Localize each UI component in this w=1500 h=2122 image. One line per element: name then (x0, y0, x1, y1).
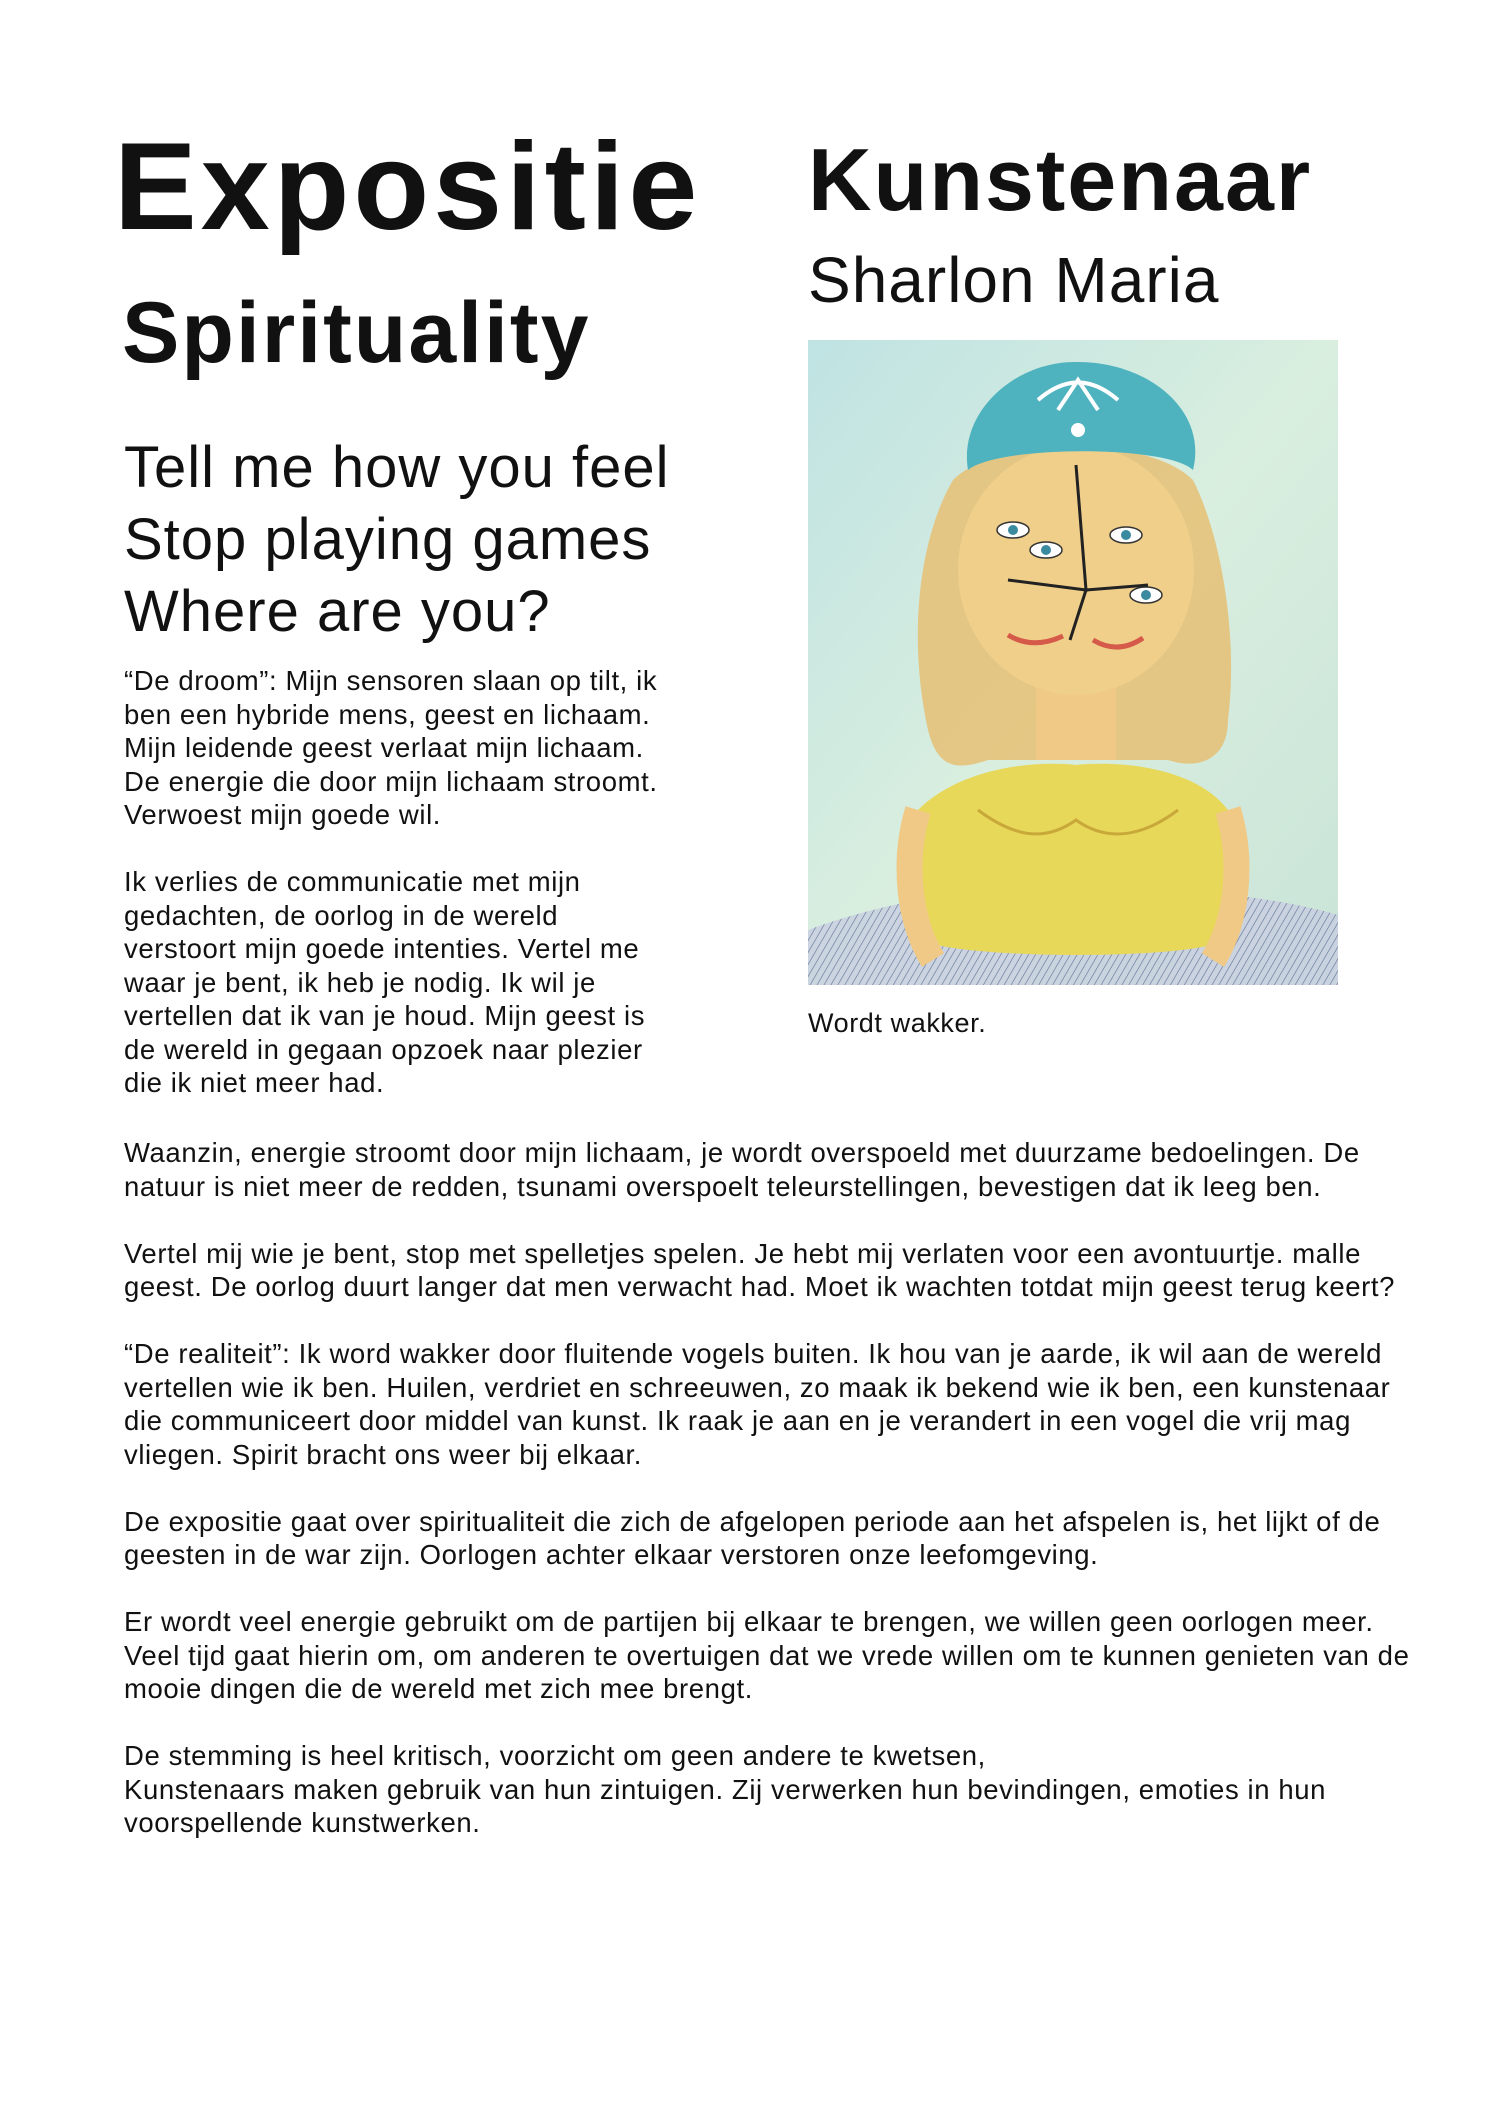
painting-dress (918, 764, 1228, 955)
body-paragraph: Waanzin, energie stroomt door mijn lichaam, je wordt overspoeld met duurzame bedoelingen. De natuur is niet meer de redden, tsunami overspoelt teleurstellingen, bevestigen dat ik leeg ben. (124, 1137, 1360, 1202)
intro-line: de wereld in gegaan opzoek naar plezier (124, 1033, 643, 1065)
painting-pupil (1041, 545, 1051, 555)
tagline-line: Stop playing games (124, 507, 652, 572)
exhibition-title: Expositie (114, 118, 702, 256)
body-paragraph: “De realiteit”: Ik word wakker door fluitende vogels buiten. Ik hou van je aarde, ik wil aan de wereld vertellen wie ik ben. Huilen, verdriet en schreeuwen, zo maak ik bekend wie ik ben, een kunstenaar die communiceert door middel van kunst. Ik raak je aan en je verandert in een vogel die vrij mag vliegen. Spirit bracht ons weer bij elkaar. (124, 1338, 1391, 1470)
painting-pupil (1008, 525, 1018, 535)
intro-line: “De droom”: Mijn sensoren slaan op tilt, ik (124, 665, 658, 696)
artwork-caption: Wordt wakker. (808, 1008, 987, 1038)
artist-name: Sharlon Maria (808, 244, 1220, 316)
intro-line: De energie die door mijn lichaam stroomt. (124, 765, 658, 797)
painting-pupil (1141, 590, 1151, 600)
tagline-line: Tell me how you feel (124, 435, 670, 500)
painting-hat-bead (1071, 423, 1085, 437)
intro-line: Mijn leidende geest verlaat mijn lichaam. (124, 732, 644, 763)
body-paragraph: De stemming is heel kritisch, voorzicht om geen andere te kwetsen, Kunstenaars maken gebruik van hun zintuigen. Zij verwerken hun bevindingen, emoties in hun voorspellende kunstwerken. (124, 1740, 1327, 1838)
body-paragraph: Er wordt veel energie gebruikt om de partijen bij elkaar te brengen, we willen geen oorlogen meer. Veel tijd gaat hierin om, om anderen te overtuigen dat we vrede willen om te kunnen genieten van de mooie dingen die de wereld met zich mee brengt. (124, 1606, 1410, 1704)
intro-line: gedachten, de oorlog in de wereld (124, 899, 559, 931)
body-paragraph: De expositie gaat over spiritualiteit die zich de afgelopen periode aan het afspelen is, het lijkt of de geesten in de war zijn. Oorlogen achter elkaar verstoren onze leefomgeving. (124, 1505, 1381, 1570)
intro-paragraph (124, 664, 724, 832)
intro-line: Ik verlies de communicatie met mijn (124, 866, 581, 897)
intro-line: verstoort mijn goede intenties. Vertel me (124, 933, 640, 964)
intro-paragraph (124, 865, 724, 1100)
intro-line: vertellen dat ik van je houd. Mijn geest is (124, 1000, 646, 1031)
painting-pupil (1121, 530, 1131, 540)
tagline-line: Where are you? (124, 579, 551, 644)
body-paragraph: Vertel mij wie je bent, stop met spelletjes spelen. Je hebt mij verlaten voor een avontuurtje. malle geest. De oorlog duurt langer dat men verwacht had. Moet ik wachten totdat mijn geest terug keert? (124, 1237, 1396, 1302)
exhibition-subtitle: Spirituality (122, 285, 591, 381)
intro-line: Verwoest mijn goede wil. (124, 799, 442, 830)
intro-line: waar je bent, ik heb je nodig. Ik wil je (124, 966, 596, 998)
body-text (124, 1136, 1424, 1873)
artist-heading: Kunstenaar (808, 130, 1313, 229)
tagline (124, 432, 784, 648)
intro-line: die ik niet meer had. (124, 1067, 385, 1098)
artwork-painting (808, 340, 1338, 985)
intro-text (124, 664, 724, 1133)
intro-line: ben een hybride mens, geest en lichaam. (124, 698, 651, 730)
